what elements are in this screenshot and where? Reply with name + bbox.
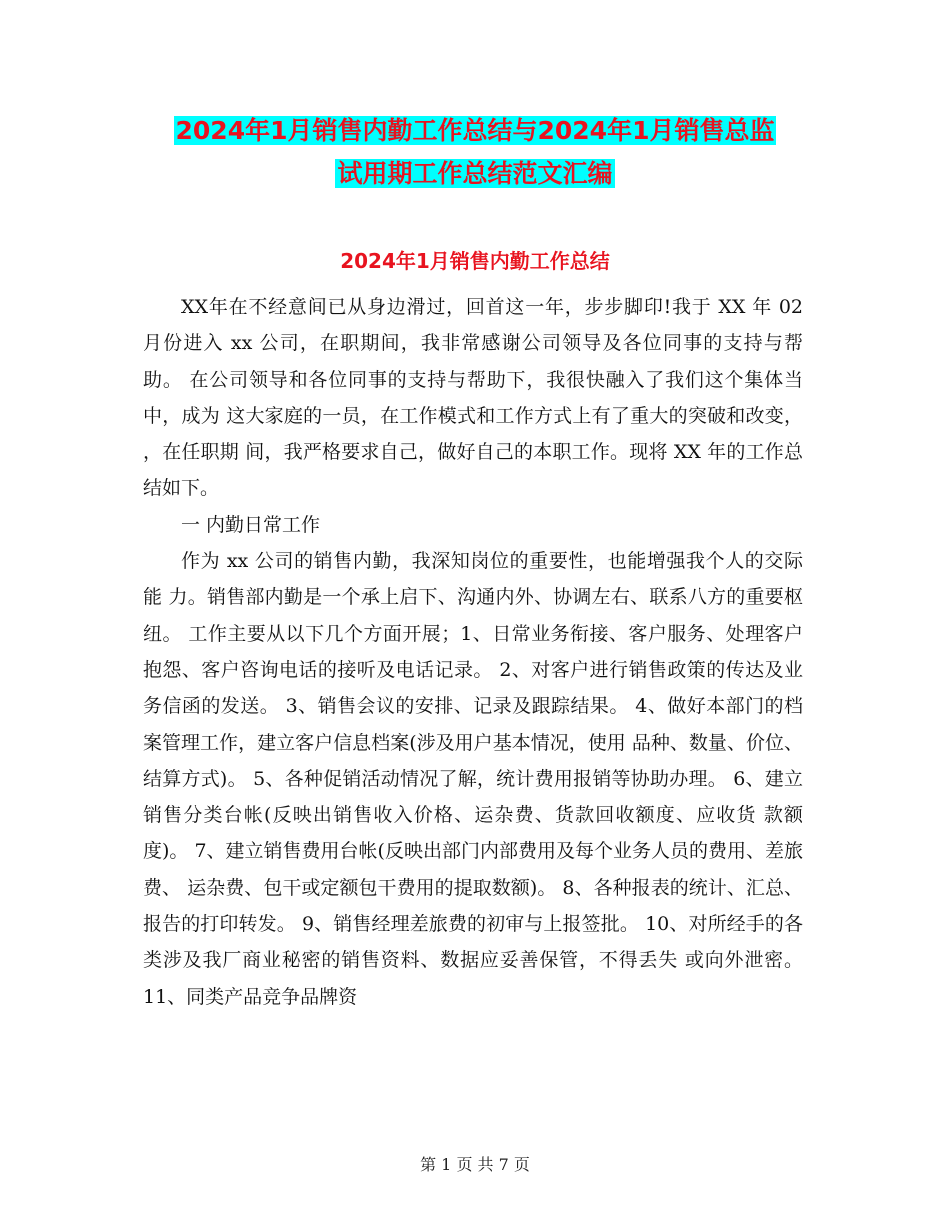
- section-title: 2024年1月销售内勤工作总结: [340, 249, 610, 273]
- page-footer: 第 1 页 共 7 页: [420, 1155, 530, 1174]
- document-title-text-1: 2024年1月销售内勤工作总结与2024年1月销售总监: [175, 116, 775, 145]
- body-paragraph-intro: XX年在不经意间已从身边滑过，回首这一年，步步脚印!我于 XX 年 02 月份进入 xx 公司，在职期间，我非常感谢公司领导及各位同事的支持与帮助。 在公司领导和各位同事的支持与帮助下，我很快融入了我们这个集体当中，成为 这大家庭的一员，在工作模式和工作方式上有了重大的突破和改变， ，在任职期 间，我严格要求自己，做好自己的本职工作。现将 XX 年的工作总结如下。: [143, 296, 803, 500]
- body-heading-daily-work: 一 内勤日常工作: [181, 513, 321, 536]
- body-paragraph-duties: 作为 xx 公司的销售内勤，我深知岗位的重要性，也能增强我个人的交际能 力。销售部内勤是一个承上启下、沟通内外、协调左右、联系八方的重要枢纽。 工作主要从以下几个方面开展；1、日常业务衔接、客户服务、处理客户抱怨、客户咨询电话的接听及电话记录。 2、对客户进行销售政策的传达及业务信函的发送。 3、销售会议的安排、记录及跟踪结果。 4、做好本部门的档案管理工作，建立客户信息档案(涉及用户基本情况，使用 品种、数量、价位、结算方式)。 5、各种促销活动情况了解，统计费用报销等协助办理。 6、建立销售分类台帐(反映出销售收入价格、运杂费、货款回收额度、应收货 款额度)。 7、建立销售费用台帐(反映出部门内部费用及每个业务人员的费用、差旅费、 运杂费、包干或定额包干费用的提取数额)。 8、各种报表的统计、汇总、报告的打印转发。 9、销售经理差旅费的初审与上报签批。 10、对所经手的各类涉及我厂商业秘密的销售资料、数据应妥善保管，不得丢失 或向外泄密。 11、同类产品竞争品牌资: [143, 550, 803, 1008]
- document-title-text-2: 试用期工作总结范文汇编: [337, 159, 613, 188]
- document-title-line-2: [0, 152, 950, 196]
- document-title-line-1: [0, 109, 950, 153]
- document-body: [143, 289, 803, 1015]
